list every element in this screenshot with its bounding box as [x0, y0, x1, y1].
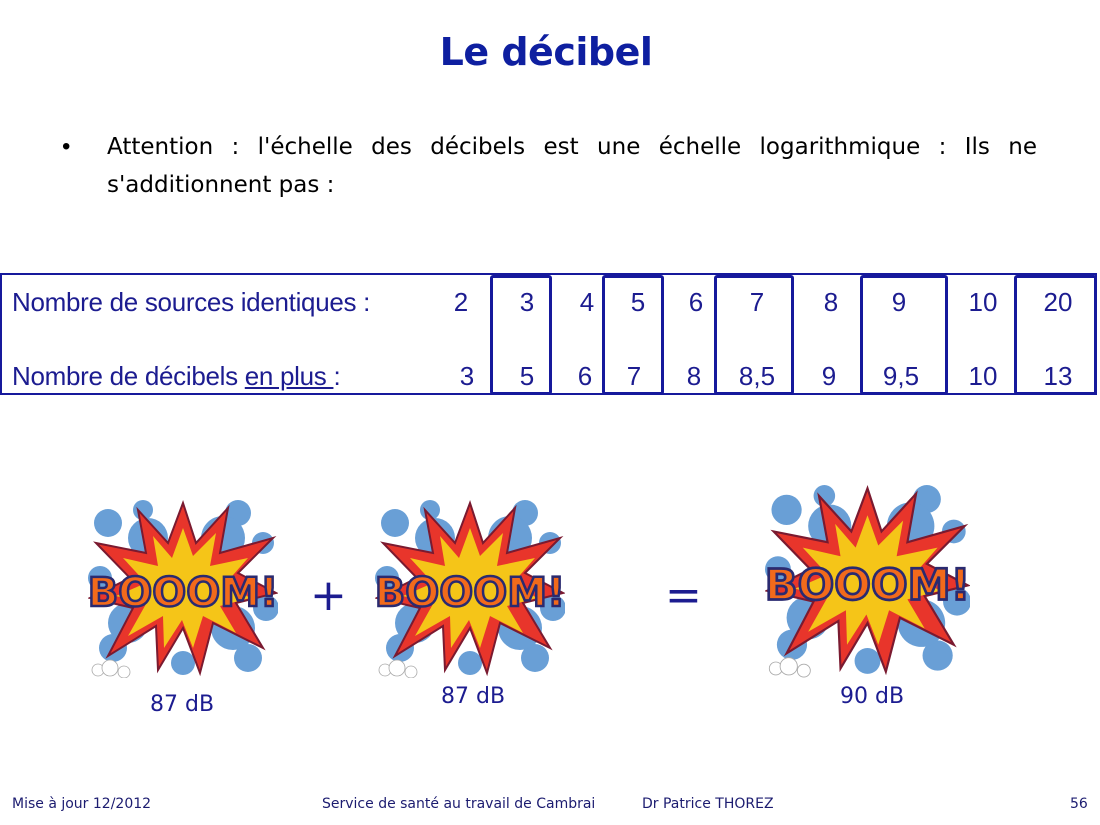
footer-service: Service de santé au travail de Cambrai [322, 796, 596, 812]
decibels-value: 9,5 [882, 361, 920, 391]
decibels-value: 3 [459, 361, 475, 391]
underlined-en-plus: en plus [244, 361, 334, 391]
caption-87db-2: 87 dB [441, 684, 506, 709]
decibels-value: 10 [968, 361, 998, 391]
sources-value: 3 [519, 287, 535, 317]
bullet-item [62, 128, 1037, 204]
sources-value: 10 [968, 287, 998, 317]
decibels-value: 8 [686, 361, 702, 391]
svg-text:BOOOM!: BOOOM! [765, 560, 970, 611]
svg-text:BOOOM!: BOOOM! [375, 570, 565, 616]
svg-text:BOOOM!: BOOOM! [88, 570, 278, 616]
decibels-value: 9 [821, 361, 837, 391]
slide-title: Le décibel [439, 30, 653, 74]
decibels-value: 13 [1043, 361, 1073, 391]
boom-image-1 [88, 498, 278, 683]
sources-value: 8 [823, 287, 839, 317]
boom-image-3 [765, 480, 970, 685]
decibels-value: 7 [626, 361, 642, 391]
sources-value: 4 [579, 287, 595, 317]
decibel-table [0, 273, 1097, 395]
decibels-value: 5 [519, 361, 535, 391]
row-label-decibels: Nombre de décibels en plus : [12, 361, 341, 391]
sources-value: 9 [891, 287, 907, 317]
bullet-text: Attention : l'échelle des décibels est une échelle logarithmique : Ils ne s'additionnent pas : [107, 134, 1037, 198]
decibels-value: 8,5 [738, 361, 776, 391]
boom-image-2 [375, 498, 565, 683]
sources-value: 20 [1043, 287, 1073, 317]
caption-90db: 90 dB [840, 684, 905, 709]
decibels-value: 6 [577, 361, 593, 391]
sources-value: 7 [749, 287, 765, 317]
sources-value: 2 [453, 287, 469, 317]
bullet-dot-icon: • [62, 133, 71, 160]
plus-sign: + [310, 570, 347, 621]
footer-page-number: 56 [1070, 796, 1088, 812]
sources-value: 6 [688, 287, 704, 317]
footer-update-date: Mise à jour 12/2012 [12, 796, 152, 812]
footer-author: Dr Patrice THOREZ [642, 796, 774, 812]
row-label-sources: Nombre de sources identiques : [12, 287, 371, 317]
equals-sign: = [665, 570, 702, 621]
sources-value: 5 [630, 287, 646, 317]
caption-87db-1: 87 dB [150, 692, 215, 717]
